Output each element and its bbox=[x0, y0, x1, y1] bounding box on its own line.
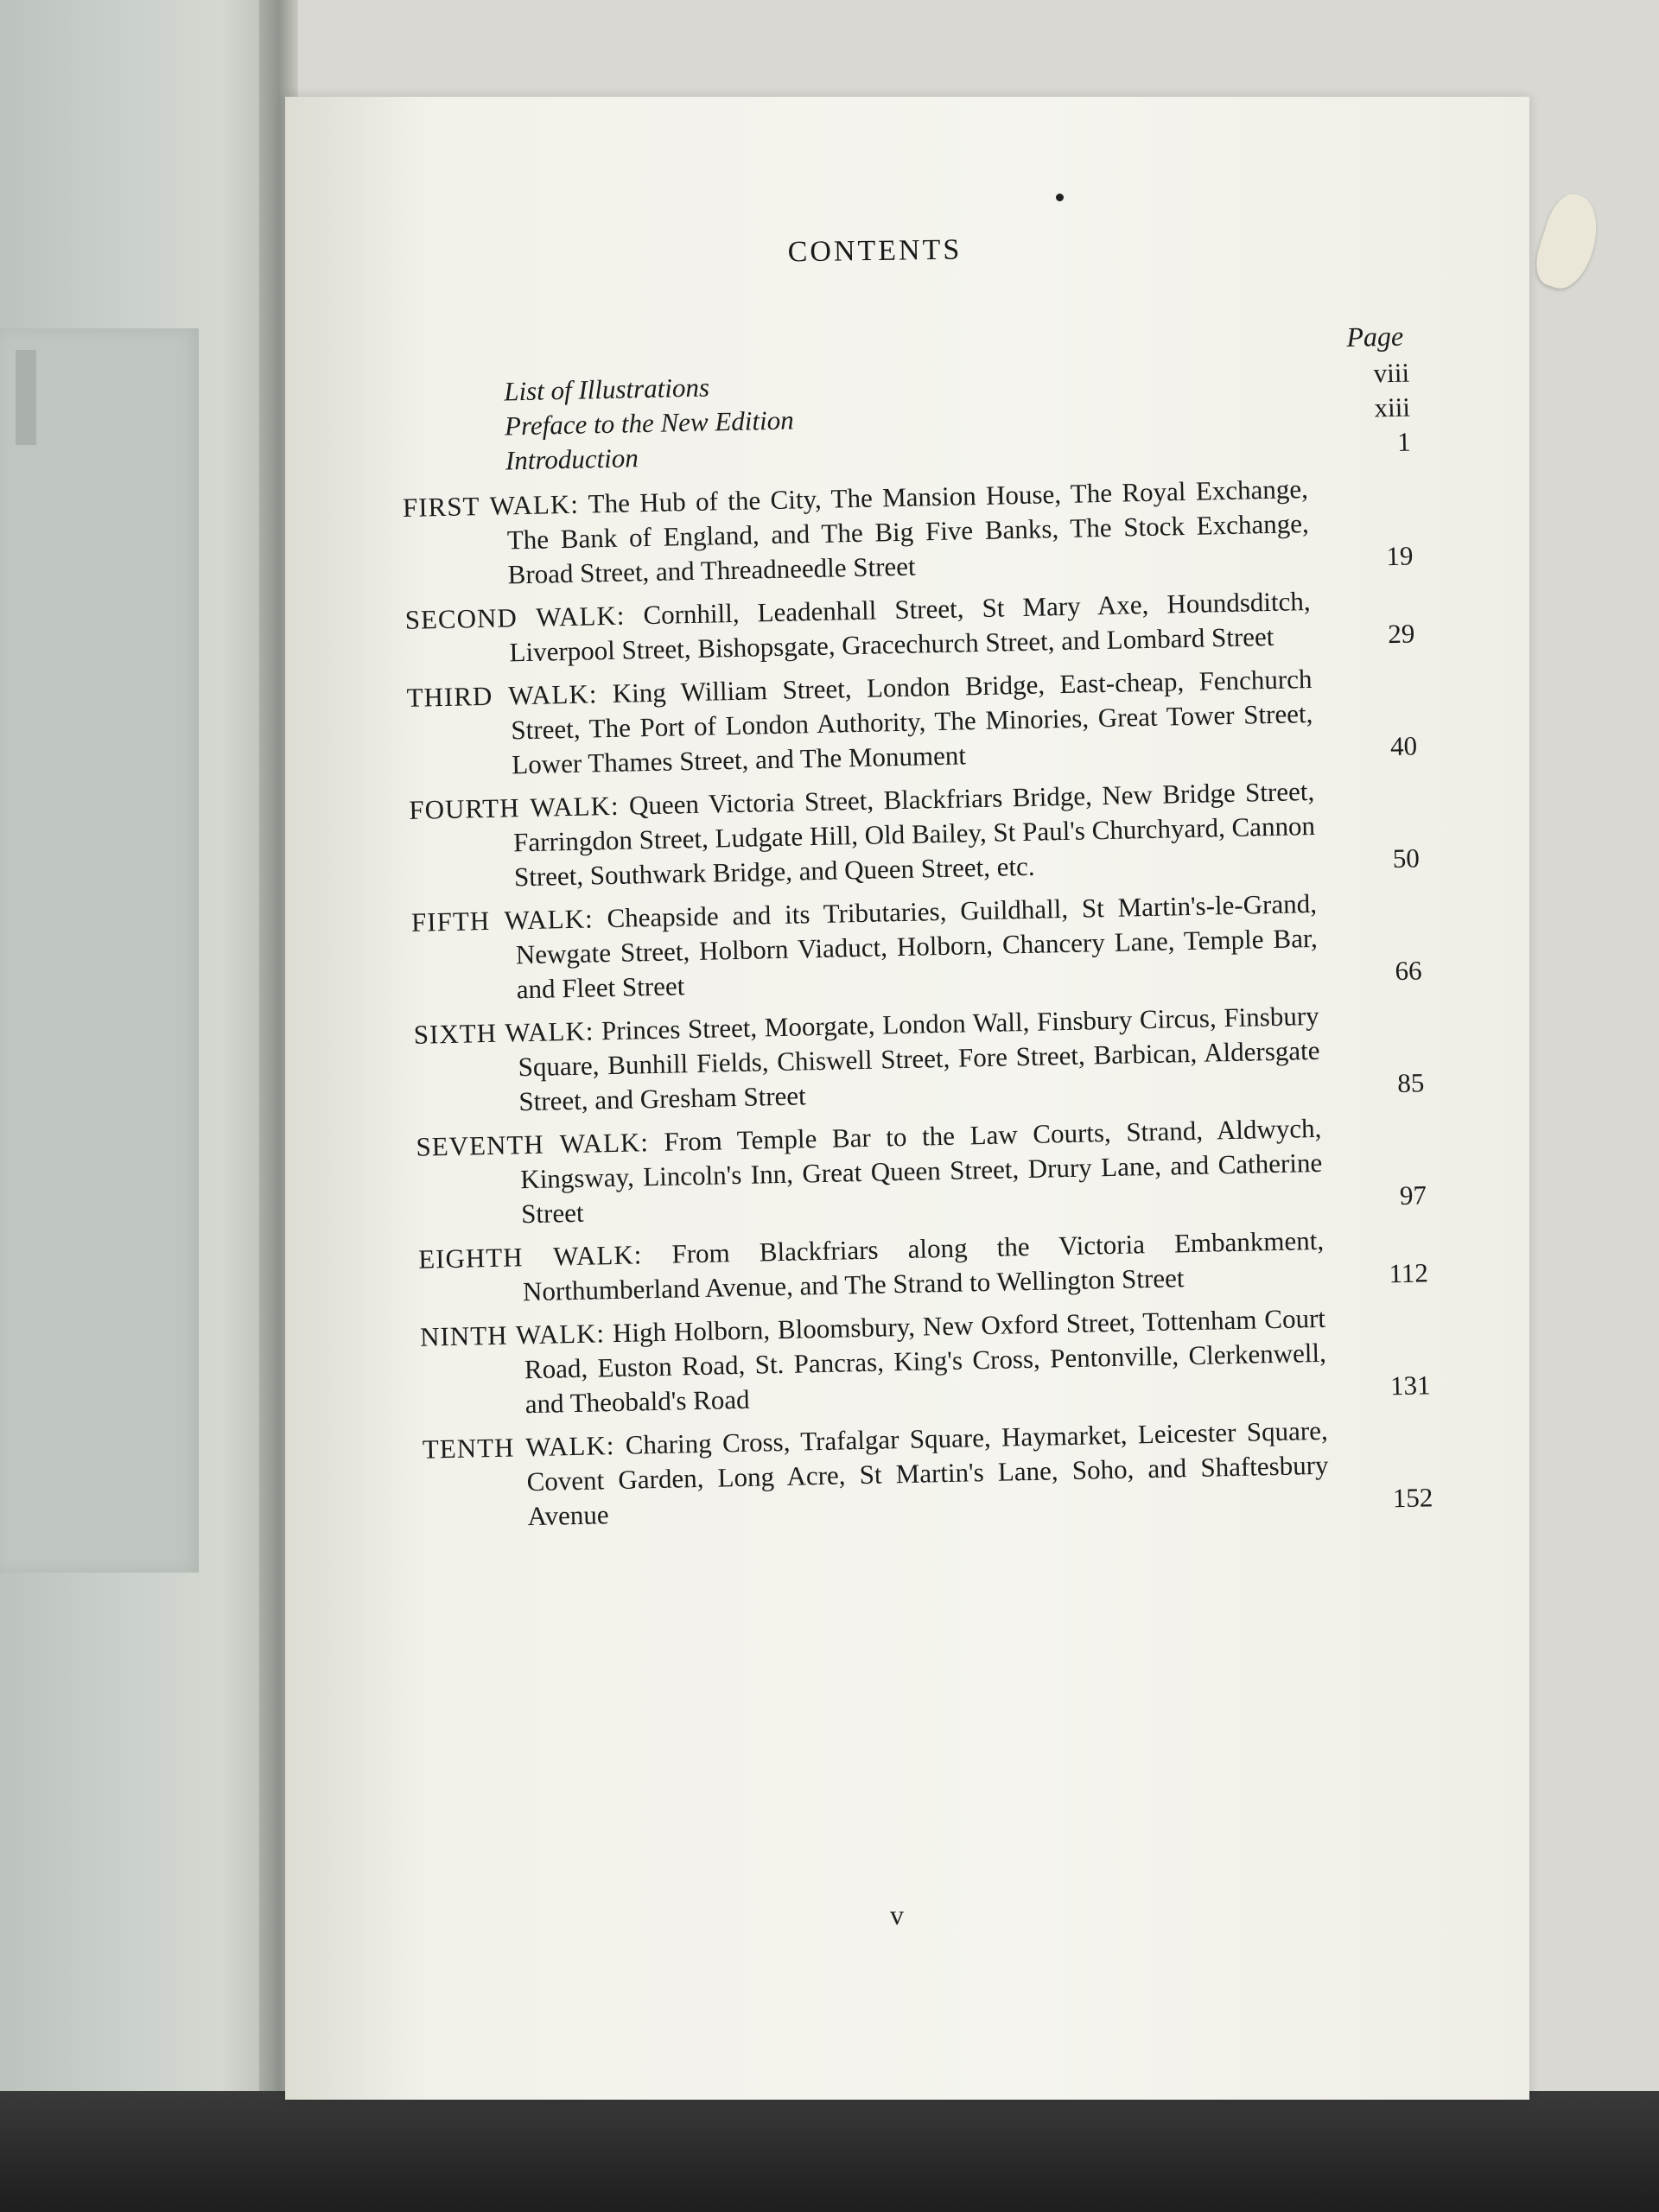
walk-name: TENTH WALK: bbox=[422, 1430, 615, 1465]
walk-description: From Blackfriars along the Victoria Embankment, Northumberland Avenue, and The Strand to Wellington Street bbox=[522, 1224, 1325, 1307]
walk-entry bbox=[411, 884, 1422, 1008]
walk-name: SIXTH WALK: bbox=[413, 1015, 594, 1050]
walk-name: THIRD WALK: bbox=[406, 678, 598, 713]
page-number: v bbox=[890, 1899, 904, 1930]
walk-page: 131 bbox=[1389, 1370, 1431, 1402]
front-matter-page: viii bbox=[1373, 357, 1410, 389]
walk-page: 29 bbox=[1387, 618, 1415, 650]
front-matter-page: xiii bbox=[1374, 391, 1411, 423]
walk-entry bbox=[422, 1411, 1433, 1535]
ink-dot bbox=[1056, 194, 1064, 201]
walk-description: Cheapside and its Tributaries, Guildhall, St Martin's-le-Grand, Newgate Street, Holborn Viaduct, Holborn, Chancery Lane, Temple Bar, and Fleet Street bbox=[515, 887, 1319, 1005]
walk-page: 112 bbox=[1389, 1257, 1429, 1289]
walk-page: 66 bbox=[1395, 955, 1422, 987]
walk-name: NINTH WALK: bbox=[419, 1318, 606, 1352]
walks-list bbox=[403, 470, 1433, 1536]
walk-name: FOURTH WALK: bbox=[408, 790, 620, 825]
front-matter-label: Preface to the New Edition bbox=[504, 404, 794, 442]
walk-entry bbox=[413, 996, 1424, 1121]
left-page-mark bbox=[16, 350, 36, 445]
walk-description: King William Street, London Bridge, East-cheap, Fenchurch Street, The Port of London Authority, The Minories, Great Tower Street, Lower Thames Street, and The Monument bbox=[511, 663, 1313, 780]
walk-entry bbox=[409, 772, 1420, 896]
front-matter-page: 1 bbox=[1396, 426, 1412, 457]
walk-name: SECOND WALK: bbox=[404, 600, 626, 635]
walk-description: Queen Victoria Street, Blackfriars Bridge, New Bridge Street, Farringdon Street, Ludgate Hill, Old Bailey, St Paul's Churchyard, Cannon Street, Southwark Bridge, and Queen Street, etc. bbox=[512, 775, 1316, 893]
left-page-illustration bbox=[0, 328, 199, 1573]
walk-entry bbox=[406, 659, 1417, 784]
walk-page: 50 bbox=[1392, 842, 1421, 874]
walk-description: High Holborn, Bloomsbury, New Oxford Street, Tottenham Court Road, Euston Road, St. Pancras, King's Cross, Pentonville, Clerkenwell, and Theobald's Road bbox=[524, 1302, 1327, 1420]
walk-description: From Temple Bar to the Law Courts, Strand, Aldwych, Kingsway, Lincoln's Inn, Great Queen Street, Drury Lane, and Catherine Street bbox=[519, 1112, 1323, 1230]
walk-page: 85 bbox=[1396, 1067, 1425, 1098]
left-page bbox=[0, 0, 276, 2212]
desk-surface bbox=[0, 2091, 1659, 2212]
walk-description: Cornhill, Leadenhall Street, St Mary Axe, Houndsditch, Liverpool Street, Bishopsgate, Gracechurch Street, and Lombard Street bbox=[509, 585, 1311, 668]
walk-entry bbox=[403, 470, 1414, 594]
walk-entry bbox=[404, 582, 1414, 671]
page-title: CONTENTS bbox=[787, 233, 963, 269]
walk-name: FIRST WALK: bbox=[402, 488, 580, 523]
torn-page-corner bbox=[1529, 188, 1607, 295]
walk-page: 19 bbox=[1386, 540, 1414, 572]
walk-entry bbox=[420, 1299, 1431, 1423]
page-column-header: Page bbox=[1346, 320, 1404, 353]
walk-entry bbox=[418, 1221, 1428, 1311]
walk-name: SEVENTH WALK: bbox=[416, 1127, 650, 1162]
walk-name: EIGHTH WALK: bbox=[417, 1239, 643, 1274]
walk-entry bbox=[416, 1109, 1427, 1233]
walk-description: Charing Cross, Trafalgar Square, Haymarket, Leicester Square, Covent Garden, Long Acre, St Martin's Lane, Soho, and Shaftesbury Avenue bbox=[526, 1414, 1329, 1532]
walk-description: The Hub of the City, The Mansion House, The Royal Exchange, The Bank of England, and The Big Five Banks, The Stock Exchange, Broad Street, and Threadneedle Street bbox=[506, 474, 1310, 590]
front-matter-label: Introduction bbox=[505, 442, 639, 476]
walk-name: FIFTH WALK: bbox=[410, 903, 594, 938]
walk-page: 40 bbox=[1389, 730, 1418, 762]
walk-page: 97 bbox=[1399, 1179, 1427, 1211]
walk-description: Princes Street, Moorgate, London Wall, Finsbury Circus, Finsbury Square, Bunhill Fields, Chiswell Street, Fore Street, Barbican, Aldersgate Street, and Gresham Street bbox=[518, 1000, 1320, 1117]
front-matter-label: List of Illustrations bbox=[503, 372, 710, 407]
walk-page: 152 bbox=[1392, 1482, 1433, 1514]
contents-list bbox=[399, 321, 1433, 1545]
